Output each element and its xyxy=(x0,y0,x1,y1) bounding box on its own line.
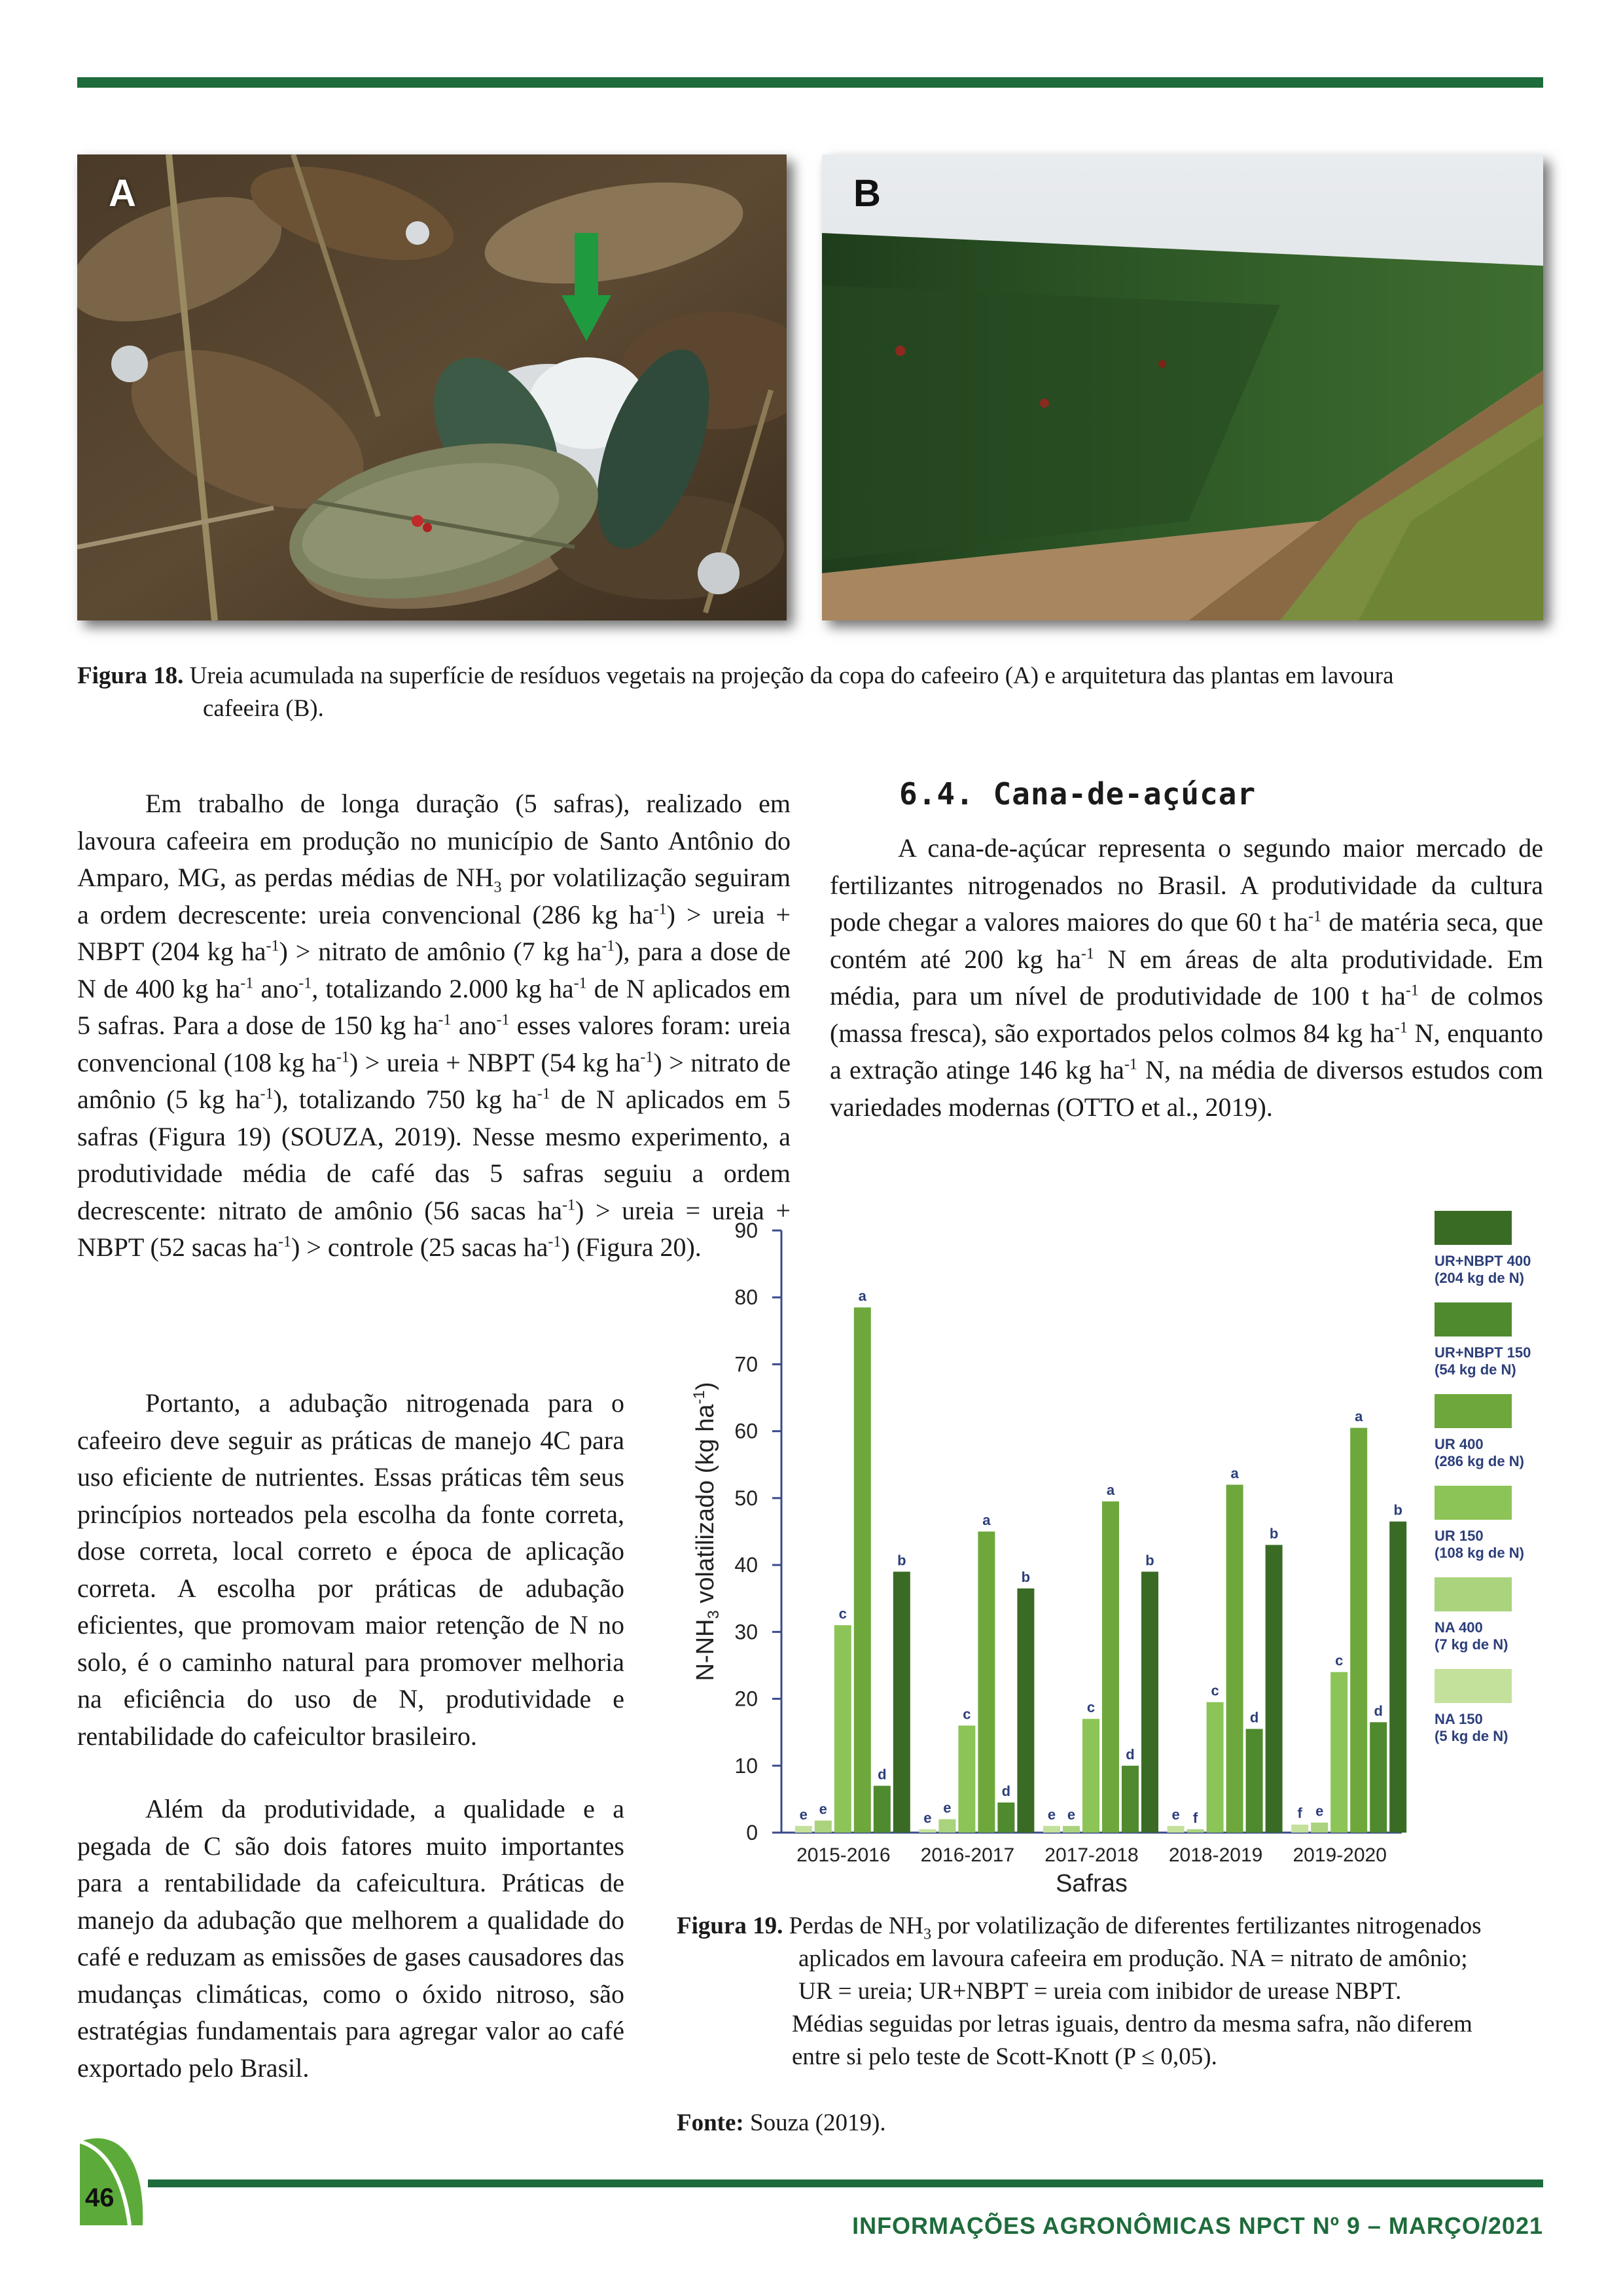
bar xyxy=(1226,1484,1243,1833)
photo-a-illustration xyxy=(77,154,787,620)
bar-significance-letter: e xyxy=(923,1809,932,1826)
bar-significance-letter: e xyxy=(1047,1806,1056,1823)
chart-bars xyxy=(795,1288,1406,1833)
y-tick-label: 20 xyxy=(734,1687,758,1711)
bar-significance-letter: f xyxy=(1297,1804,1302,1821)
x-tick-label: 2019-2020 xyxy=(1293,1844,1387,1866)
bar-significance-letter: d xyxy=(1249,1709,1259,1726)
figure-19-caption: Figura 19. Perdas de $NH_3$ por volatilização de diferentes fertilizantes nitrogenados aplicados em lavoura cafeeira em produção. NA = nitrato de amônio; UR = ureia; UR+NBPT = ureia com inibidor de urease NBPT. Médias seguidas por letras iguais, dentro da mesma safra, não diferem entre si pelo teste de Scott-Knott (P ≤ 0,05). xyxy=(677,1910,1547,2073)
bar-significance-letter: e xyxy=(943,1799,952,1816)
legend-series-name: NA 150 xyxy=(1435,1711,1483,1727)
bar xyxy=(938,1820,955,1833)
left-column-paragraph-2 xyxy=(77,1385,624,1755)
paragraph-1: Em trabalho de longa duração (5 safras), realizado em lavoura cafeeira em produção no município de Santo Antônio do Amparo, MG, as perdas médias de $NH_3$ por volatilização seguiram a ordem decrescente: ureia convencional (286 kg $ha^{-1}$) > ureia + NBPT (204 kg $ha^{-1}$) > nitrato de amônio (7 kg $ha^{-1}$), para a dose de N de 400 kg $ha^{-1}$ ano$^{-1}$, totalizando 2.000 kg $ha^{-1}$ de N aplicados em 5 safras. Para a dose de 150 kg $ha^{-1}$ ano$^{-1}$ esses valores foram: ureia convencional (108 kg $ha^{-1}$) > ureia + NBPT (54 kg $ha^{-1}$) > nitrato de amônio (5 kg $ha^{-1}$), totalizando 750 kg $ha^{-1}$ de N aplicados em 5 safras (Figura 19) (SOUZA, 2019). Nesse mesmo experimento, a produtividade média de café das 5 safras seguiu a ordem decrescente: nitrato de amônio (56 sacas $ha^{-1}$) > ureia = ureia + NBPT (52 sacas $ha^{-1}$) > controle (25 sacas $ha^{-1}$) (Figura 20). xyxy=(77,789,791,1262)
bar-significance-letter: e xyxy=(799,1806,808,1823)
bar-significance-letter: a xyxy=(1355,1408,1363,1425)
bar xyxy=(1311,1823,1328,1833)
bar xyxy=(919,1829,936,1833)
bar xyxy=(1122,1766,1139,1833)
photo-b-label: B xyxy=(853,172,881,215)
figure-18-label: Figura 18. xyxy=(77,662,184,689)
y-tick-label: 50 xyxy=(734,1486,758,1510)
figure-19-line-5: entre si pelo teste de Scott-Knott (P ≤ 0,05). xyxy=(792,2043,1217,2070)
bar xyxy=(874,1785,891,1833)
bar-significance-letter: e xyxy=(1315,1803,1324,1820)
y-tick-label: 30 xyxy=(734,1620,758,1644)
legend-series-name: UR+NBPT 400 xyxy=(1435,1253,1531,1269)
bar xyxy=(978,1532,995,1833)
bar xyxy=(1063,1826,1080,1833)
bar-significance-letter: d xyxy=(1126,1746,1135,1763)
x-tick-label: 2015-2016 xyxy=(796,1844,891,1866)
x-tick-label: 2016-2017 xyxy=(920,1844,1015,1866)
figure-18-text-2: cafeeira (B). xyxy=(203,695,324,722)
x-tick-label: 2018-2019 xyxy=(1168,1844,1263,1866)
legend-series-name: UR 400 xyxy=(1435,1436,1484,1452)
photo-b-illustration xyxy=(822,154,1543,620)
y-tick-label: 60 xyxy=(734,1419,758,1443)
page-number: 46 xyxy=(85,2183,115,2212)
bar xyxy=(1141,1571,1158,1833)
legend-series-name: NA 400 xyxy=(1435,1619,1483,1636)
bar-significance-letter: a xyxy=(982,1512,991,1528)
bar-significance-letter: b xyxy=(897,1552,906,1569)
bar-significance-letter: b xyxy=(1393,1501,1402,1518)
bar-significance-letter: c xyxy=(1211,1682,1219,1699)
bar-significance-letter: e xyxy=(819,1801,827,1818)
legend-swatch xyxy=(1435,1211,1512,1245)
legend-series-dose: (7 kg de N) xyxy=(1435,1636,1508,1653)
bar xyxy=(1102,1501,1119,1833)
top-rule xyxy=(77,77,1543,88)
bar xyxy=(1330,1672,1347,1833)
bar-significance-letter: d xyxy=(878,1766,887,1783)
bar xyxy=(1266,1545,1283,1833)
bar xyxy=(997,1803,1014,1833)
figure-18-text-1: Ureia acumulada na superfície de resíduos vegetais na projeção da copa do cafeeiro (A) e arquitetura das plantas em lavoura xyxy=(189,662,1394,689)
bar-significance-letter: d xyxy=(1374,1702,1383,1719)
chart-legend xyxy=(1435,1211,1531,1744)
right-paragraph-1: A cana-de-açúcar representa o segundo maior mercado de fertilizantes nitrogenados no Brasil. A produtividade da cultura pode chegar a valores maiores do que 60 t $ha^{-1}$ de matéria seca, que contém até 200 kg $ha^{-1}$ N em áreas de alta produtividade. Em média, para um nível de produtividade de 100 t $ha^{-1}$ de colmos (massa fresca), são exportados pelos colmos 84 kg $ha^{-1}$ N, enquanto a extração atinge 146 kg $ha^{-1}$ N, na média de diversos estudos com variedades modernas (OTTO et al., 2019). xyxy=(830,833,1544,1122)
bar-significance-letter: c xyxy=(838,1605,847,1623)
legend-swatch xyxy=(1435,1394,1512,1428)
paragraph-3: Além da produtividade, a qualidade e a pegada de C são dois fatores muito importantes para a rentabilidade da cafeicultura. Práticas de manejo da adubação que melhorem a qualidade do café e reduzam as emissões de gases causadores das mudanças climáticas, como o óxido nitroso, são estratégias fundamentais para agregar valor ao café exportado pelo Brasil. xyxy=(77,1794,624,2083)
bar-significance-letter: c xyxy=(1335,1652,1344,1669)
bar-significance-letter: a xyxy=(858,1287,866,1304)
legend-series-name: UR 150 xyxy=(1435,1528,1484,1544)
bar xyxy=(834,1625,851,1833)
legend-swatch xyxy=(1435,1302,1512,1336)
y-tick-label: 80 xyxy=(734,1285,758,1310)
bar xyxy=(1082,1719,1099,1833)
bar xyxy=(1168,1826,1185,1833)
figure-19-line-2: aplicados em lavoura cafeeira em produção. NA = nitrato de amônio; xyxy=(798,1945,1468,1972)
bar xyxy=(958,1725,975,1833)
bar xyxy=(1207,1702,1224,1833)
bar xyxy=(1370,1722,1387,1833)
legend-series-name: UR+NBPT 150 xyxy=(1435,1344,1531,1361)
bar xyxy=(1043,1826,1060,1833)
bar-significance-letter: b xyxy=(1145,1552,1154,1569)
bar xyxy=(1187,1829,1204,1833)
bar xyxy=(1291,1825,1308,1833)
y-tick-label: 10 xyxy=(734,1753,758,1778)
bar-significance-letter: b xyxy=(1021,1568,1031,1585)
right-column xyxy=(830,830,1543,1126)
left-column-paragraph-1 xyxy=(77,785,791,1266)
y-tick-label: 90 xyxy=(734,1219,758,1242)
photo-a-label: A xyxy=(109,172,136,215)
x-axis-label: Safras xyxy=(1056,1870,1128,1897)
legend-series-dose: (204 kg de N) xyxy=(1435,1270,1524,1286)
bar-significance-letter: a xyxy=(1230,1465,1239,1482)
bar xyxy=(1350,1428,1367,1833)
chart-axes xyxy=(690,1219,1402,1897)
legend-series-dose: (286 kg de N) xyxy=(1435,1453,1524,1469)
paragraph-2: Portanto, a adubação nitrogenada para o cafeeiro deve seguir as práticas de manejo 4C para uso eficiente de nutrientes. Essas práticas têm seus princípios norteados pela escolha da fonte correta, dose correta, local correto e época de aplicação correta. A escolha por práticas de adubação eficientes, que promovam maior retenção de N no solo, é o caminho natural para promover melhoria na eficiência do uso de N, produtividade e rentabilidade do cafeicultor brasileiro. xyxy=(77,1388,624,1751)
bar-significance-letter: b xyxy=(1269,1525,1279,1542)
bar xyxy=(854,1308,871,1833)
bar xyxy=(1389,1522,1406,1833)
bar-significance-letter: e xyxy=(1067,1806,1076,1823)
legend-series-dose: (5 kg de N) xyxy=(1435,1728,1508,1744)
journal-name: INFORMAÇÕES AGRONÔMICAS NPCT Nº 9 – MARÇO/2021 xyxy=(852,2212,1543,2239)
bar-significance-letter: c xyxy=(1086,1699,1096,1716)
bar-significance-letter: a xyxy=(1106,1482,1115,1498)
figure-19-source: Fonte: Souza (2019). xyxy=(677,2109,886,2136)
bar xyxy=(1246,1729,1263,1833)
bar-significance-letter: f xyxy=(1192,1809,1198,1826)
bar-significance-letter: e xyxy=(1171,1806,1180,1823)
legend-series-dose: (54 kg de N) xyxy=(1435,1361,1516,1378)
footer-rule xyxy=(148,2179,1543,2187)
x-tick-label: 2017-2018 xyxy=(1044,1844,1139,1866)
photo-coffee-plantation xyxy=(822,154,1543,620)
y-tick-label: 40 xyxy=(734,1553,758,1577)
bar-significance-letter: c xyxy=(963,1706,971,1723)
section-title: 6.4. Cana-de-açúcar xyxy=(899,776,1257,812)
y-axis-label: $N-NH_3$ volatilizado (kg $ha^{-1}$) xyxy=(690,1382,722,1681)
y-tick-label: 0 xyxy=(746,1821,758,1844)
left-column-paragraph-3 xyxy=(77,1791,624,2087)
figure-18-caption xyxy=(77,660,1543,725)
volatilization-bar-chart xyxy=(670,1204,1547,1898)
figure-19-label: Figura 19. xyxy=(677,1912,783,1939)
legend-swatch xyxy=(1435,1669,1512,1703)
bar-significance-letter: d xyxy=(1001,1783,1011,1799)
bar xyxy=(815,1821,832,1833)
y-tick-label: 70 xyxy=(734,1352,758,1376)
figure-19-line-3: UR = ureia; UR+NBPT = ureia com inibidor de urease NBPT. xyxy=(798,1978,1402,2005)
photo-urea-residue xyxy=(77,154,787,620)
bar xyxy=(795,1826,812,1833)
bar xyxy=(893,1571,910,1833)
legend-swatch xyxy=(1435,1486,1512,1520)
legend-swatch xyxy=(1435,1577,1512,1611)
bar xyxy=(1017,1588,1034,1833)
legend-series-dose: (108 kg de N) xyxy=(1435,1545,1524,1561)
figure-19-line-4: Médias seguidas por letras iguais, dentro da mesma safra, não diferem xyxy=(792,2011,1472,2037)
